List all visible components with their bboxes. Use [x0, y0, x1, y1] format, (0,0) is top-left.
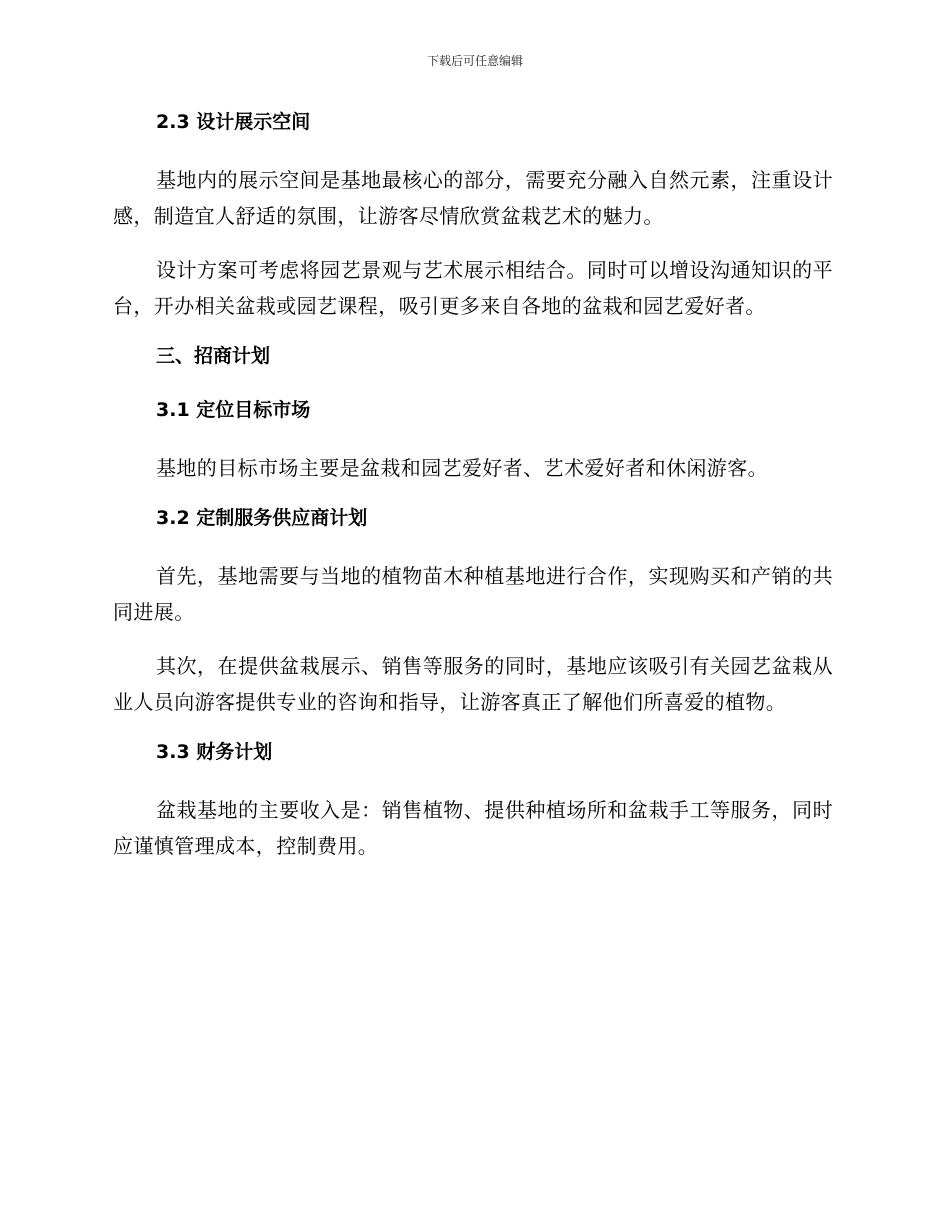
section-heading-3-1: 3.1 定位目标市场 — [156, 399, 311, 421]
paragraph-supplier-second: 其次，在提供盆栽展示、销售等服务的同时，基地应该吸引有关园艺盆栽从业人员向游客提供专业的咨询和指导，让游客真正了解他们所喜爱的植物。 — [113, 654, 833, 714]
section-heading-2-3: 2.3 设计展示空间 — [156, 111, 311, 133]
paragraph-target-market: 基地的目标市场主要是盆栽和园艺爱好者、艺术爱好者和休闲游客。 — [156, 456, 768, 480]
section-heading-3-3: 3.3 财务计划 — [156, 741, 273, 763]
paragraph-design-plan: 设计方案可考虑将园艺景观与艺术展示相结合。同时可以增设沟通知识的平台，开办相关盆栽或园艺课程，吸引更多来自各地的盆栽和园艺爱好者。 — [113, 258, 833, 318]
paragraph-supplier-first: 首先，基地需要与当地的植物苗木种植基地进行合作，实现购买和产销的共同进展。 — [113, 564, 833, 624]
document-body — [113, 108, 833, 882]
paragraph-financial-plan: 盆栽基地的主要收入是：销售植物、提供种植场所和盆栽手工等服务，同时应谨慎管理成本，控制费用。 — [113, 798, 833, 858]
paragraph-display-space: 基地内的展示空间是基地最核心的部分，需要充分融入自然元素，注重设计感，制造宜人舒适的氛围，让游客尽情欣赏盆栽艺术的魅力。 — [113, 168, 833, 228]
page-header: 下载后可任意编辑 — [426, 54, 523, 68]
section-heading-3-2: 3.2 定制服务供应商计划 — [156, 507, 368, 529]
section-heading-investment-plan: 三、招商计划 — [156, 345, 271, 367]
